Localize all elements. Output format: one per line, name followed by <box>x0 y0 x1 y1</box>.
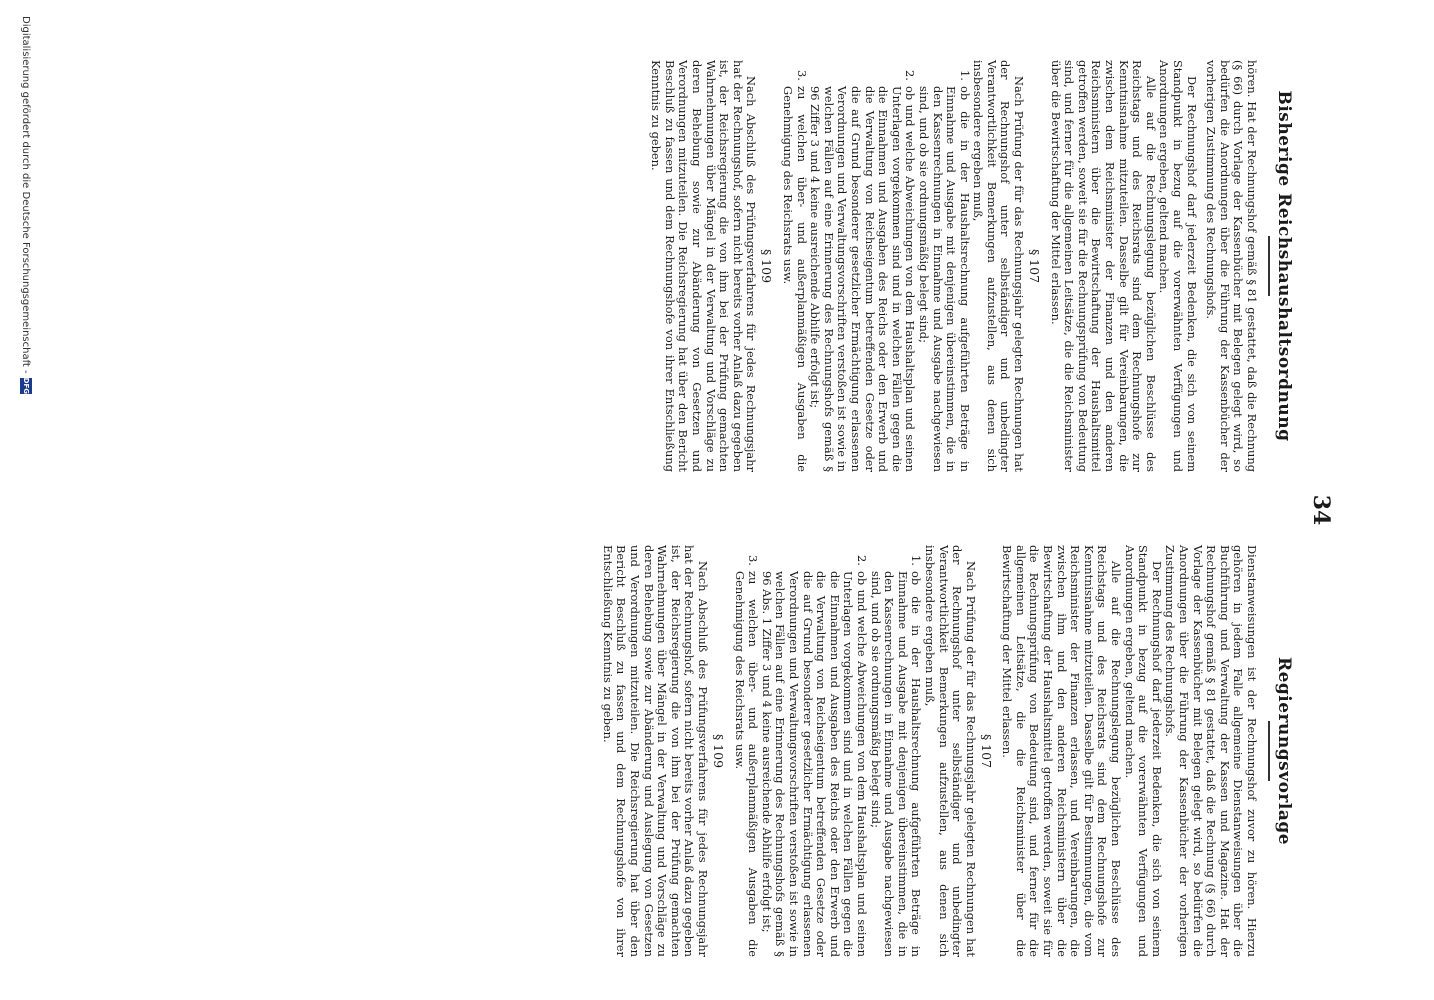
list-number: 1. <box>957 70 972 81</box>
list-number: 2. <box>854 555 869 566</box>
page-number: 34 <box>1308 494 1334 526</box>
paragraph: Nach Prüfung der für das Rechnungsjahr gelegten Rechnungen hat der Rechnungshof unter selbständiger und unbedingter Verantwortlichkeit Bemerkungen aufzustellen, aus denen sich insbesondere ergeben muß, <box>922 545 978 957</box>
list-item <box>780 60 807 472</box>
header-rule <box>1268 236 1270 296</box>
left-column <box>649 60 1294 472</box>
list-item <box>732 545 759 957</box>
list-number: 1. <box>909 555 924 566</box>
paragraph: Der Rechnungshof darf jederzeit Bedenken, die sich von seinem Standpunkt in bezug auf die vorerwähnten Verfügungen und Anordnungen ergeben, geltend machen. <box>1157 60 1199 472</box>
list-item <box>868 545 922 957</box>
list-text: zu welchen über- und außerplanmäßigen Ausgaben die Genehmigung des Reichsrats usw. <box>781 86 809 472</box>
paragraph: Nach Prüfung der für das Rechnungsjahr gelegten Rechnungen hat der Rechnungshof unter selbständiger und unbedingter Verantwortlichkeit Bemerkungen aufzustellen, aus denen sich insbesondere ergeben muß, <box>971 60 1027 472</box>
section-heading-109: § 109 <box>711 733 727 769</box>
header-rule <box>1268 721 1270 781</box>
paragraph: Alle auf die Rechnungslegung bezüglichen Beschlüsse des Reichstags und des Reichsrats sind dem Rechnungshofe zur Kenntnisnahme mitzuteilen. Dasselbe gilt für Vereinbarungen, die zwischen dem Reichsminister der Finanzen und den anderen Reichsministern über die Bewirtschaftung der Haushaltsmittel getroffen werden, soweit sie für die Rechnungsprüfung von Bedeutung sind, und ferner für die allgemeinen Leitsätze, die die Reichsminister über die Bewirtschaftung der Mittel erlassen. <box>1048 60 1158 472</box>
list-number: 2. <box>903 70 918 81</box>
section-heading-107: § 107 <box>1027 248 1043 284</box>
right-column-header: Regierungsvorlage <box>1274 656 1294 846</box>
list-number: 3. <box>794 70 809 81</box>
footer-text: Digitalisierung gefördert durch die Deutsche Forschungsgemeinschaft - <box>20 16 32 374</box>
left-column-header: Bisherige Reichshaushaltsordnung <box>1274 90 1294 442</box>
list-text: ob und welche Abweichungen von dem Haushaltsplan und seinen Unterlagen vorgekommen sind und in welchen Fällen gegen die die Einnahmen und Ausgaben des Reichs oder den Erwerb und die Verwaltung von Reichseigentum betreffenden Gesetze oder die auf Grund besonderer gesetzlicher Ermächtigung erlassenen Verordnungen und Verwaltungsvorschriften verstoßen ist sowie in welchen Fällen auf eine Erinnerung des Rechnungshofs gemäß § 96 Ziffer 3 und 4 keine ausreichende Abhilfe erfolgt ist; <box>808 86 918 472</box>
list-item <box>916 60 970 472</box>
list-text: ob die in der Haushaltsrechnung aufgeführten Beträge in Einnahme und Ausgabe mit denjenigen übereinstimmen, die in den Kassenrechnungen in Einnahme und Ausgabe nachgewiesen sind, und ob sie ordnungsmäßig belegt sind; <box>868 571 924 957</box>
paragraph: hören. Hat der Rechnungshof gemäß § 81 gestattet, daß die Rechnung (§ 66) durch Vorlage der Kassenbücher mit Belegen gelegt wird, so bedürfen die Anordnungen über die Führung der Kassenbücher der vorherigen Zustimmung des Rechnungshofs. <box>1204 60 1259 472</box>
paragraph: Alle auf die Rechnungslegung bezüglichen Beschlüsse des Reichstags und des Reichsrats sind dem Rechnungshofe zur Kenntnisnahme mitzuteilen. Dasselbe gilt für Bestimmungen, die vom Reichsminister der Finanzen erlassen, und Vereinbarungen, die zwischen ihm und den anderen Reichsministern über die Bewirtschaftung der Haushaltsmittel getroffen werden, soweit sie für die Rechnungsprüfung von Bedeutung sind, und ferner für die allgemeinen Leitsätze, die die Reichsminister über die Bewirtschaftung der Mittel erlassen. <box>1000 545 1124 957</box>
list-text: ob und welche Abweichungen von dem Haushaltsplan und seinen Unterlagen vorgekommen sind und in welchen Fällen gegen die die Einnahmen und Ausgaben des Reichs oder den Erwerb und die Verwaltung von Reichseigentum betreffenden Gesetze oder die auf Grund besonderer gesetzlicher Ermächtigung erlassenen Verordnungen und Verwaltungsvorschriften verstoßen ist sowie in welchen Fällen auf eine Erinnerung des Rechnungshofs gemäß § 96 Abs. 1 Ziffer 3 und 4 keine ausreichende Abhilfe erfolgt ist; <box>759 571 869 957</box>
paragraph: Nach Abschluß des Prüfungsverfahrens für jedes Rechnungsjahr hat der Rechnungshof, sofern nicht bereits vorher Anlaß dazu gegeben ist, der Reichsregierung die von ihm bei der Prüfung gemachten Wahrnehmungen über Mängel in der Verwaltung und Vorschläge zu deren Behebung sowie zur Abänderung von Gesetzen und Verordnungen mitzuteilen. Die Reichsregierung hat über den Bericht Beschluß zu fassen und dem Rechnungshofe von ihrer Entschließung Kenntnis zu geben. <box>649 60 759 472</box>
dfg-logo: DFG <box>22 377 30 394</box>
list-number: 3. <box>746 555 761 566</box>
paragraph: Der Rechnungshof darf jederzeit Bedenken, die sich von seinem Standpunkt in bezug auf die vorerwähnten Verfügungen und Anordnungen ergeben, geltend machen. <box>1122 545 1164 957</box>
list-item <box>759 545 868 957</box>
list-item <box>808 60 917 472</box>
digitization-footer <box>20 16 32 394</box>
right-column <box>600 545 1294 957</box>
section-heading-109: § 109 <box>759 248 775 284</box>
list-text: ob die in der Haushaltsrechnung aufgeführten Beträge in Einnahme und Ausgabe mit denjenigen übereinstimmen, die in den Kassenrechnungen in Einnahme und Ausgabe nachgewiesen sind, und ob sie ordnungsmäßig belegt sind; <box>916 86 972 472</box>
paragraph: Nach Abschluß des Prüfungsverfahrens für jedes Rechnungsjahr hat der Rechnungshof, sofern nicht bereits vorher Anlaß dazu gegeben ist, der Reichsregierung die von ihm bei der Prüfung gemachten Wahrnehmungen über Mängel in der Verwaltung und Vorschläge zu deren Behebung sowie zur Abänderung und Auslegung von Gesetzen und Verordnungen mitzuteilen. Die Reichsregierung hat über den Bericht Beschluß zu fassen und dem Rechnungshofe von ihrer Entschließung Kenntnis zu geben. <box>600 545 711 957</box>
list-text: zu welchen über- und außerplanmäßigen Ausgaben die Genehmigung des Reichsrats usw. <box>732 571 761 957</box>
section-heading-107: § 107 <box>978 733 994 769</box>
paragraph: Dienstanweisungen ist der Rechnungshof zuvor zu hören. Hierzu gehören in jedem Falle allgemeine Dienstanweisungen über die Buchführung und Verwaltung der Kassen und Magazine. Hat der Rechnungshof gemäß § 81 gestattet, daß die Rechnung (§ 66) durch Vorlage der Kassenbücher mit Belegen gelegt wird, so bedürfen die Anordnungen über die Führung der Kassenbücher der vorherigen Zustimmung des Rechnungshofs. <box>1163 545 1259 957</box>
